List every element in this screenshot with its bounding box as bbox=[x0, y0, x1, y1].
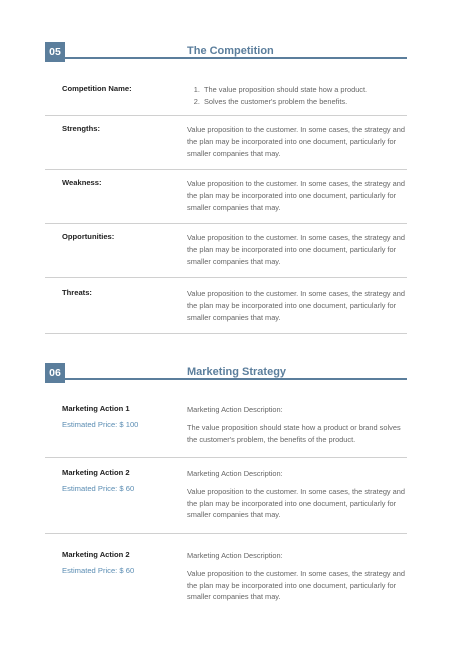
row-label: Marketing Action 2 bbox=[62, 468, 130, 477]
row-divider bbox=[45, 277, 407, 278]
row-label: Weakness: bbox=[62, 178, 102, 187]
row-label: Marketing Action 1 bbox=[62, 404, 130, 413]
estimated-price: Estimated Price: $ 100 bbox=[62, 420, 139, 429]
estimated-price: Estimated Price: $ 60 bbox=[62, 566, 135, 575]
row-text bbox=[187, 550, 405, 603]
row-label: Threats: bbox=[62, 288, 92, 297]
row-divider bbox=[45, 115, 407, 116]
row-description: Value proposition to the customer. In some cases, the strategy and the plan may be incorporated into one document, particularly for smaller companies that may. bbox=[187, 486, 406, 520]
row-text bbox=[187, 84, 405, 108]
row-subtitle: Marketing Action Description: bbox=[187, 551, 283, 560]
section-number: 06 bbox=[45, 363, 65, 383]
row-divider bbox=[45, 333, 407, 334]
row-subtitle: Marketing Action Description: bbox=[187, 405, 283, 414]
list-item: 1. The value proposition should state how a product. bbox=[202, 84, 405, 96]
section-header-marketing bbox=[45, 363, 407, 383]
section-header-competition bbox=[45, 42, 407, 62]
row-subtitle: Marketing Action Description: bbox=[187, 469, 283, 478]
row-text bbox=[187, 468, 405, 521]
section-rule bbox=[65, 378, 407, 380]
row-label: Competition Name: bbox=[62, 84, 132, 93]
section-number: 05 bbox=[45, 42, 65, 62]
row-label: Marketing Action 2 bbox=[62, 550, 130, 559]
section-title: The Competition bbox=[187, 45, 274, 57]
row-text: Value proposition to the customer. In some cases, the strategy and the plan may be incorporated into one document, particularly for smaller companies that may. bbox=[187, 179, 406, 212]
row-divider bbox=[45, 457, 407, 458]
row-text: Value proposition to the customer. In some cases, the strategy and the plan may be incorporated into one document, particularly for smaller companies that may. bbox=[187, 233, 406, 266]
estimated-price: Estimated Price: $ 60 bbox=[62, 484, 135, 493]
row-text: Value proposition to the customer. In some cases, the strategy and the plan may be incorporated into one document, particularly for smaller companies that may. bbox=[187, 289, 406, 322]
row-label: Strengths: bbox=[62, 124, 100, 133]
row-label: Opportunities: bbox=[62, 232, 115, 241]
row-divider bbox=[45, 223, 407, 224]
row-text bbox=[187, 404, 405, 445]
section-rule bbox=[65, 57, 407, 59]
row-description: The value proposition should state how a product or brand solves the customer's problem, the benefits of the product. bbox=[187, 422, 401, 444]
section-title: Marketing Strategy bbox=[187, 366, 287, 378]
row-divider bbox=[45, 533, 407, 534]
row-description: Value proposition to the customer. In some cases, the strategy and the plan may be incorporated into one document, particularly for smaller companies that may. bbox=[187, 568, 406, 602]
row-text: Value proposition to the customer. In some cases, the strategy and the plan may be incorporated into one document, particularly for smaller companies that may. bbox=[187, 125, 406, 158]
row-divider bbox=[45, 169, 407, 170]
list-item: 2. Solves the customer's problem the benefits. bbox=[202, 96, 405, 108]
competition-list bbox=[187, 84, 405, 108]
